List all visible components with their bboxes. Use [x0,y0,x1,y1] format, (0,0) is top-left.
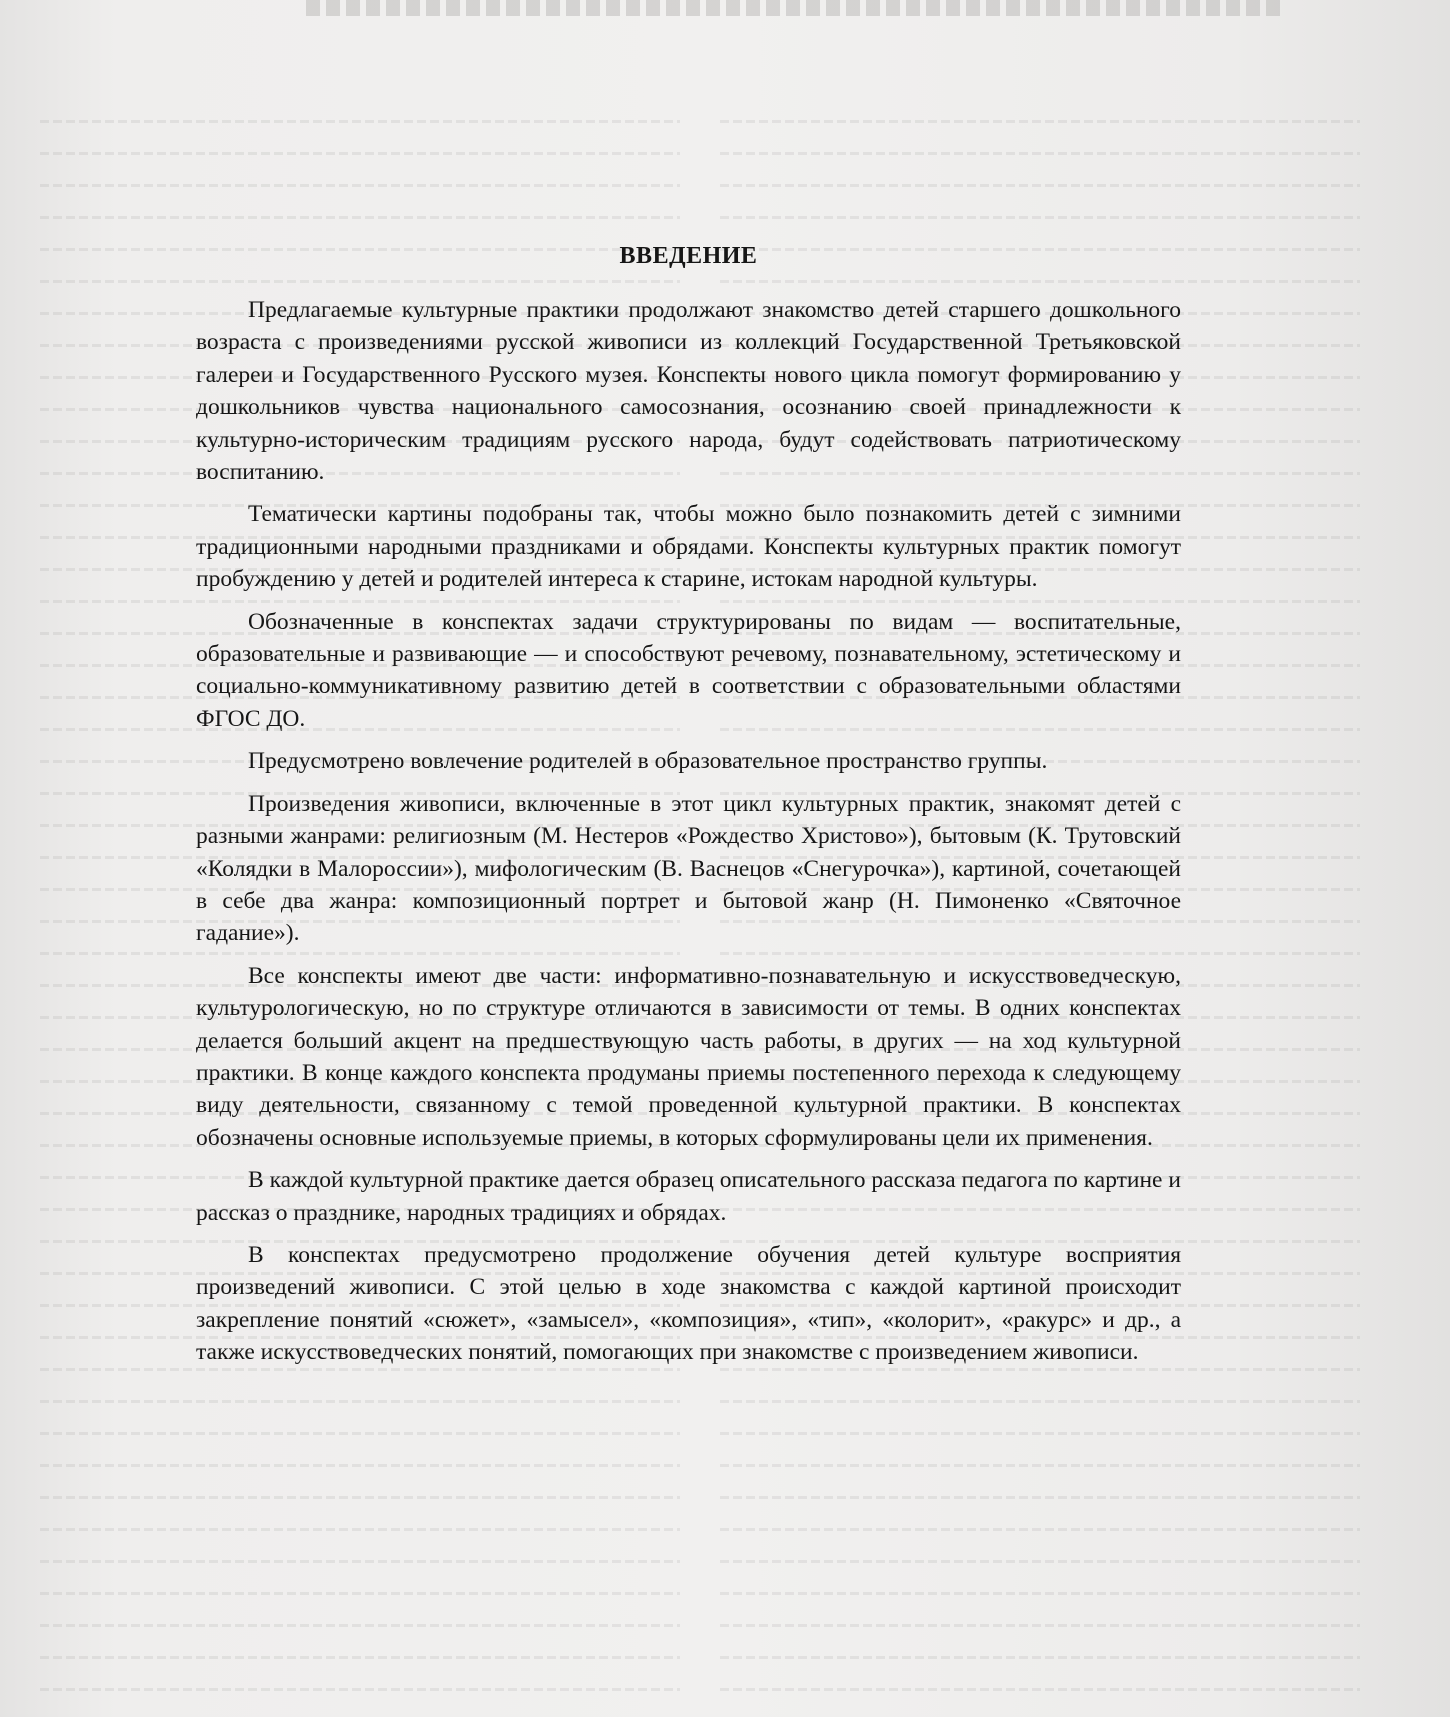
show-through-header [300,0,1280,16]
main-text-block [196,240,1181,1379]
paragraph: В каждой культурной практике дается образец описательного рассказа педагога по картине и рассказ о празднике, народных традициях и обрядах. [196,1167,1181,1226]
paragraph: Тематически картины подобраны так, чтобы можно было познакомить детей с зимними традиционными народными праздниками и обрядами. Конспекты культурных практик помогут пробуждению у детей и родителей интереса к старине, истокам народной культуры. [196,501,1181,593]
paragraph: Все конспекты имеют две части: информативно-познавательную и искусствоведческую, культурологическую, но по структуре отличаются в зависимости от темы. В одних конспектах делается больший акцент на предшествующую часть работы, в других — на ход культурной практики. В конце каждого конспекта продуманы приемы постепенного перехода к следующему виду деятельности, связанному с темой проведенной культурной практики. В конспектах обозначены основные используемые приемы, в которых сформулированы цели их применения. [196,962,1181,1151]
paragraph: Предусмотрено вовлечение родителей в образовательное пространство группы. [248,748,1048,775]
paragraph: Обозначенные в конспектах задачи структурированы по видам — воспитательные, образовательные и развивающие — и способствуют речевому, познавательному, эстетическому и социально-коммуникативному развитию детей в соответствии с образовательными областями ФГОС ДО. [196,608,1181,732]
paragraph: Предлагаемые культурные практики продолжают знакомство детей старшего дошкольного возраста с произведениями русской живописи из коллекций Государственной Третьяковской галереи и Государственного Русского музея. Конспекты нового цикла помогут формированию у дошкольников чувства национального самосознания, осознанию своей принадлежности к культурно-историческим традициям русского народа, будут содействовать патриотическому воспитанию. [196,297,1181,486]
paragraph: В конспектах предусмотрено продолжение обучения детей культуре восприятия произведений живописи. С этой целью в ходе знакомства с каждой картиной происходит закрепление понятий «сюжет», «замысел», «композиция», «тип», «колорит», «ракурс» и др., а также искусствоведческих понятий, помогающих при знакомстве с произведением живописи. [196,1241,1181,1366]
paragraph: Произведения живописи, включенные в этот цикл культурных практик, знакомят детей с разными жанрами: религиозным (М. Нестеров «Рождество Христово»), бытовым (К. Трутовский «Колядки в Малороссии»), мифологическим (В. Васнецов «Снегурочка»), картиной, сочетающей в себе два жанра: композиционный портрет и бытовой жанр (Н. Пимоненко «Святочное гадание»). [196,790,1181,947]
page-title: ВВЕДЕНИЕ [619,243,758,269]
